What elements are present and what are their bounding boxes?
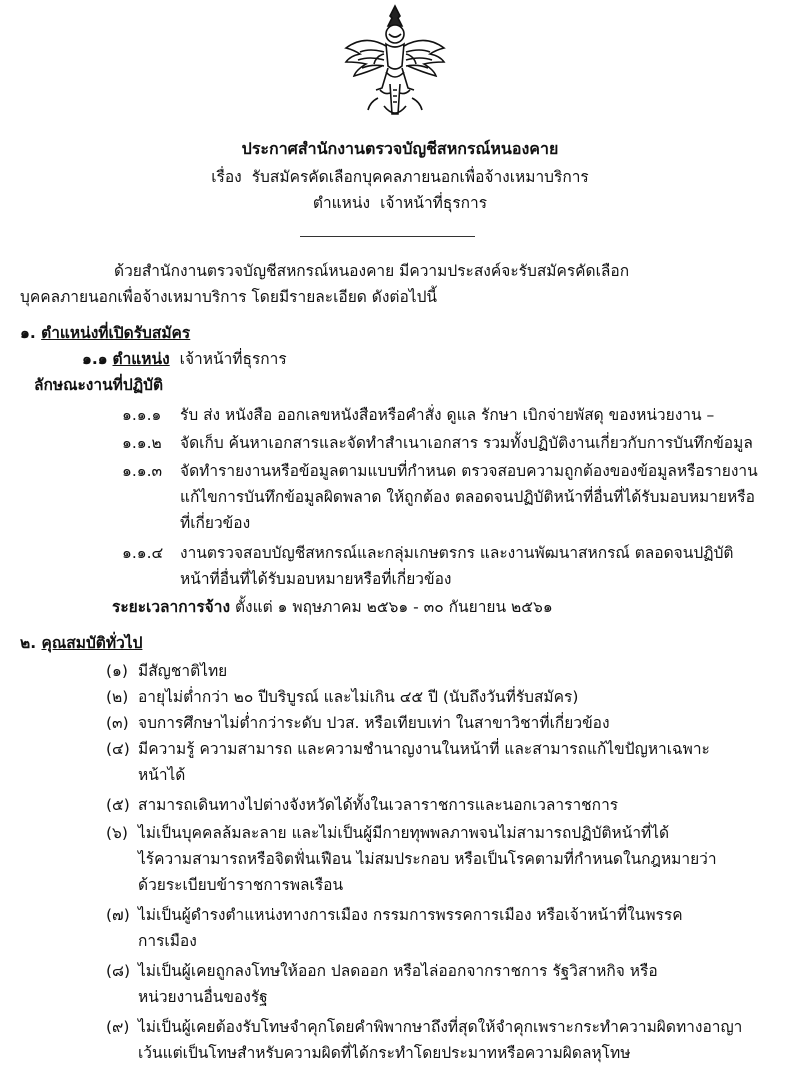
intro-line-1: ด้วยสำนักงานตรวจบัญชีสหกรณ์หนองคาย มีความประสงค์จะรับสมัครคัดเลือก	[114, 262, 630, 280]
qual-7-line-1: ไม่เป็นผู้ดำรงตำแหน่งทางการเมือง กรรมการพรรคการเมือง หรือเจ้าหน้าที่ในพรรค	[138, 906, 683, 924]
subject-label: เรื่อง	[211, 168, 242, 186]
qual-3-number: (๓)	[106, 714, 129, 732]
title-divider	[300, 236, 475, 237]
duty-3-line-3: ที่เกี่ยวข้อง	[180, 514, 251, 532]
qual-9-line-2: เว้นแต่เป็นโทษสำหรับความผิดที่ได้กระทำโดยประมาทหรือความผิดลหุโทษ	[138, 1044, 631, 1062]
qual-6-number: (๖)	[106, 824, 128, 842]
duty-3-line-2: แก้ไขการบันทึกข้อมูลผิดพลาด ให้ถูกต้อง ตลอดจนปฏิบัติหน้าที่อื่นที่ได้รับมอบหมายหรือ	[180, 488, 755, 506]
duty-1-line-1: รับ ส่ง หนังสือ ออกเลขหนังสือหรือคำสั่ง ดูแล รักษา เบิกจ่ายพัสดุ ของหน่วยงาน –	[180, 406, 715, 424]
qual-8-line-2: หน่วยงานอื่นของรัฐ	[138, 988, 268, 1006]
section-1-title: ตำแหน่งที่เปิดรับสมัคร	[41, 324, 191, 342]
period-label: ระยะเวลาการจ้าง	[112, 598, 231, 616]
subsection-1-1-label: ตำแหน่ง	[112, 350, 170, 368]
qual-7-line-2: การเมือง	[138, 932, 197, 950]
duty-4-line-1: งานตรวจสอบบัญชีสหกรณ์และกลุ่มเกษตรกร และงานพัฒนาสหกรณ์ ตลอดจนปฏิบัติ	[180, 544, 734, 562]
section-2-title: คุณสมบัติทั่วไป	[41, 634, 143, 652]
qual-6-line-1: ไม่เป็นบุคคลล้มละลาย และไม่เป็นผู้มีกายทุพพลภาพจนไม่สามารถปฏิบัติหน้าที่ได้	[138, 824, 670, 842]
announcement-title: ประกาศสำนักงานตรวจบัญชีสหกรณ์หนองคาย	[241, 139, 559, 158]
duty-3-number: ๑.๑.๓	[122, 462, 163, 480]
qual-6-line-3: ด้วยระเบียบข้าราชการพลเรือน	[138, 876, 344, 894]
section-1-number: ๑.	[20, 324, 36, 342]
qual-8-number: (๘)	[106, 962, 131, 980]
announcement-subject-line	[0, 164, 800, 190]
duty-3-line-1: จัดทำรายงานหรือข้อมูลตามแบบที่กำหนด ตรวจสอบความถูกต้องของข้อมูลหรือรายงาน	[180, 462, 758, 480]
employment-period	[112, 594, 553, 620]
qual-5-line-1: สามารถเดินทางไปต่างจังหวัดได้ทั้งในเวลาราชการและนอกเวลาราชการ	[138, 796, 619, 814]
duty-4-number: ๑.๑.๔	[122, 544, 164, 562]
section-1-heading	[20, 320, 190, 346]
subsection-1-1-number: ๑.๑	[82, 350, 108, 368]
qual-6-line-2: ไร้ความสามารถหรือจิตฟั่นเฟือน ไม่สมประกอบ หรือเป็นโรคตามที่กำหนดในกฎหมายว่า	[138, 850, 717, 868]
position-text: เจ้าหน้าที่ธุรการ	[380, 194, 488, 212]
qual-1-number: (๑)	[106, 662, 128, 680]
qual-4-line-1: มีความรู้ ความสามารถ และความชำนาญงานในหน้าที่ และสามารถแก้ไขปัญหาเฉพาะ	[138, 740, 710, 758]
section-2-number: ๒.	[20, 634, 37, 652]
subject-text: รับสมัครคัดเลือกบุคคลภายนอกเพื่อจ้างเหมาบริการ	[251, 168, 589, 186]
qual-9-line-1: ไม่เป็นผู้เคยต้องรับโทษจำคุกโดยคำพิพากษาถึงที่สุดให้จำคุกเพราะกระทำความผิดทางอาญา	[138, 1018, 743, 1036]
section-2-heading	[20, 630, 142, 656]
announcement-position-line	[0, 190, 800, 216]
duties-heading: ลักษณะงานที่ปฏิบัติ	[34, 376, 164, 394]
qual-5-number: (๕)	[106, 796, 130, 814]
position-label: ตำแหน่ง	[312, 194, 371, 212]
qual-4-line-2: หน้าได้	[138, 766, 186, 784]
duty-1-number: ๑.๑.๑	[122, 406, 162, 424]
qual-8-line-1: ไม่เป็นผู้เคยถูกลงโทษให้ออก ปลดออก หรือไล่ออกจากราชการ รัฐวิสาหกิจ หรือ	[138, 962, 658, 980]
qual-2-number: (๒)	[106, 688, 129, 706]
qual-9-number: (๙)	[106, 1018, 130, 1036]
duty-4-line-2: หน้าที่อื่นที่ได้รับมอบหมายหรือที่เกี่ยวข้อง	[180, 570, 452, 588]
duty-2-number: ๑.๑.๒	[122, 434, 162, 452]
qual-7-number: (๗)	[106, 906, 130, 924]
qual-4-number: (๔)	[106, 740, 130, 758]
subsection-1-1	[82, 346, 287, 372]
qual-2-line-1: อายุไม่ต่ำกว่า ๒๐ ปีบริบูรณ์ และไม่เกิน ๔๕ ปี (นับถึงวันที่รับสมัคร)	[138, 688, 579, 706]
qual-3-line-1: จบการศึกษาไม่ต่ำกว่าระดับ ปวส. หรือเทียบเท่า ในสาขาวิชาที่เกี่ยวข้อง	[138, 714, 610, 732]
period-value: ตั้งแต่ ๑ พฤษภาคม ๒๕๖๑ - ๓๐ กันยายน ๒๕๖๑	[234, 598, 553, 616]
intro-line-2: บุคคลภายนอกเพื่อจ้างเหมาบริการ โดยมีรายละเอียด ดังต่อไปนี้	[20, 288, 438, 306]
qual-1-line-1: มีสัญชาติไทย	[138, 662, 228, 680]
duty-2-line-1: จัดเก็บ ค้นหาเอกสารและจัดทำสำเนาเอกสาร รวมทั้งปฏิบัติงานเกี่ยวกับการบันทึกข้อมูล	[180, 434, 753, 452]
garuda-emblem	[340, 4, 450, 124]
subsection-1-1-value: เจ้าหน้าที่ธุรการ	[179, 350, 287, 368]
